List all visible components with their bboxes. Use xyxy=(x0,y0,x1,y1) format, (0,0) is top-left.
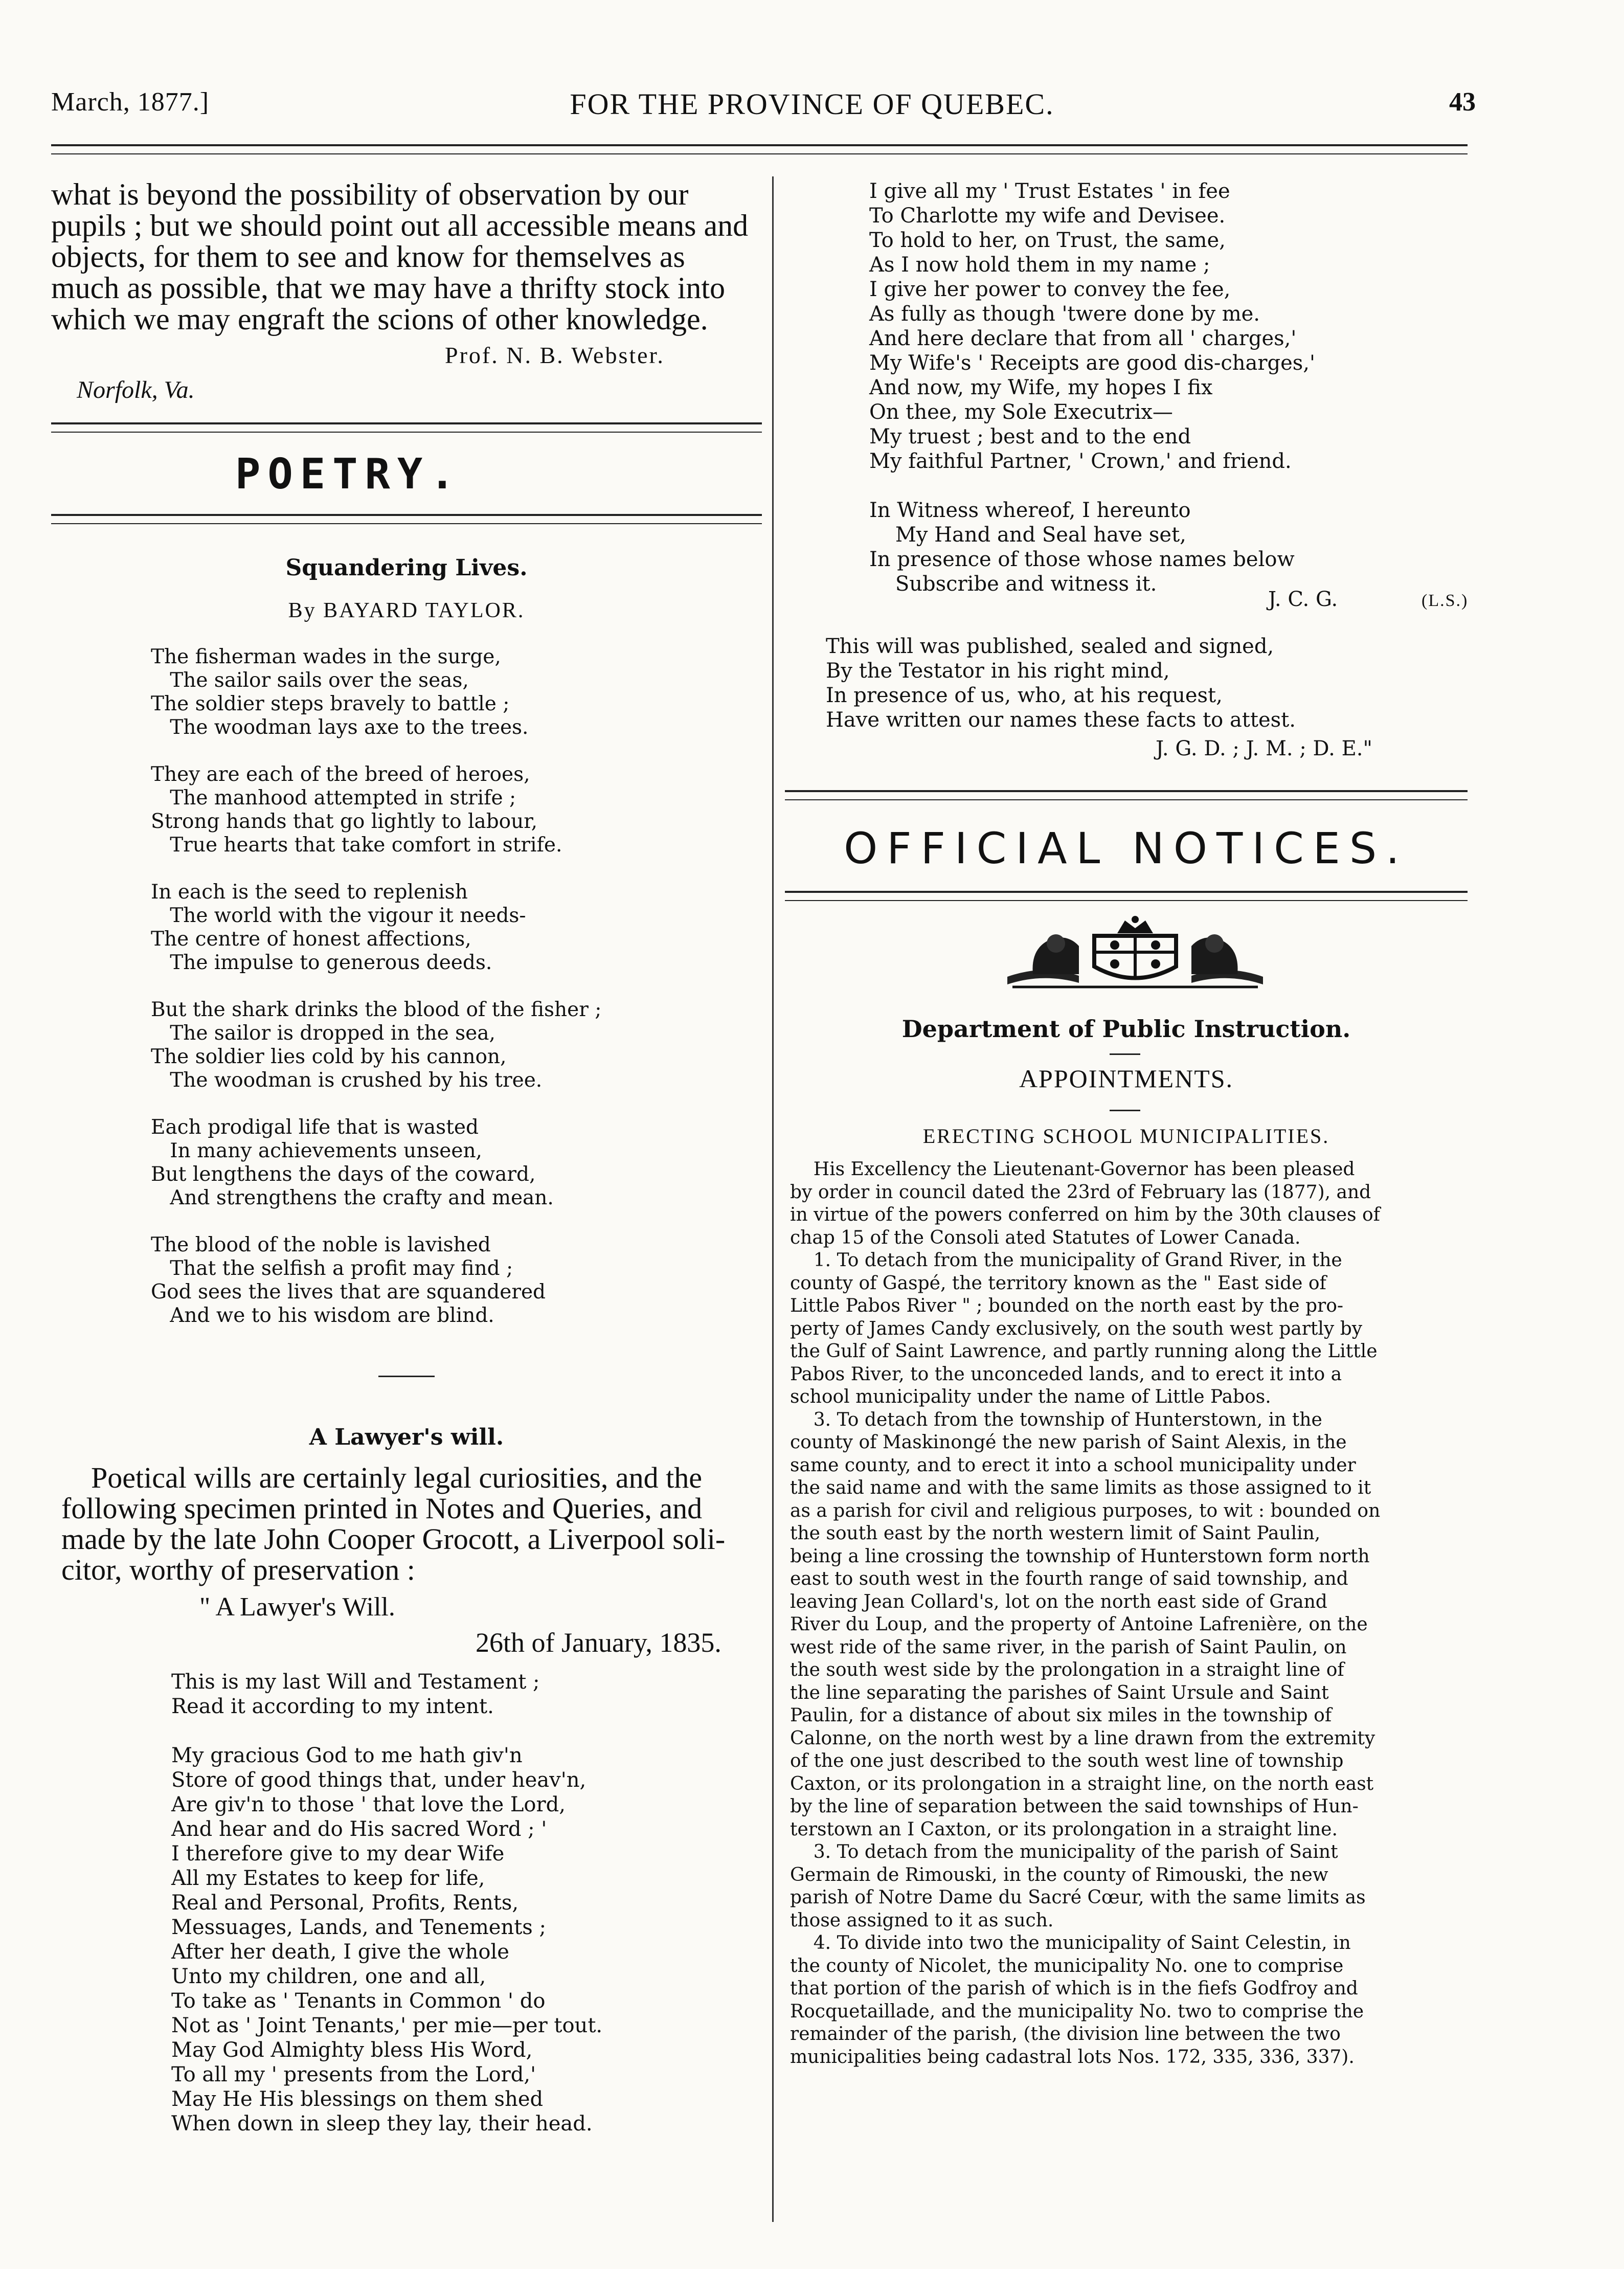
notice-body: His Excellency the Lieutenant-Governor has been pleased by order in council dated the 23rd of February las (1877), and in virtue of the powers conferred on him by the 30th clauses of chap 15 of the Consoli ated Statutes of Lower Canada. 1. To detach from the municipality of Grand River, in the county of Gaspé, the territory known as the " East side of Little Pabos River " ; bounded on the north east by the pro- perty of James Candy exclusively, on the south west partly by the Gulf of Saint Lawrence, and partly running along the Little Pabos River, to the unconceded lands, and to erect it into a school municipality under the name of Little Pabos. 3. To detach from the township of Hunterstown, in the county of Maskinongé the new parish of Saint Alexis, in the same county, and to erect it into a school municipality under the said name and with the same limits as those assigned to it as a parish for civil and religious purposes, to wit : bounded on the south east by the north western limit of Saint Paulin, being a line crossing the township of Hunterstown form north east to south west in the fourth range of said township, and leaving Jean Collard's, lot on the north east side of Grand River du Loup, and the property of Antoine Lafrenière, on the west ride of the same river, in the parish of Saint Paulin, on the south west side by the prolongation in a straight line of the line separating the parishes of Saint Ursule and Saint Paulin, for a distance of about six miles in the township of Calonne, on the north west by a line drawn from the extremity of the one just described to the south west line of township Caxton, or its prolongation in a straight line, on the north east by the line of separation between the said townships of Hun- terstown an I Caxton, or its prolongation in a straight line. 3. To detach from the municipality of the parish of Saint Germain de Rimouski, in the county of Rimouski, the new parish of Notre Dame du Sacré Cœur, with the same limits as those assigned to it as such. 4. To divide into two the municipality of Saint Celestin, in the county of Nicolet, the municipality No. one to comprise that portion of the parish of which is in the fiefs Godfroy and Rocquetaillade, and the municipality No. two to comprise the remainder of the parish, (the division line between the two municipalities being cadastral lots Nos. 172, 335, 336, 337). xyxy=(790,1159,1381,2068)
appointments-heading: APPOINTMENTS. xyxy=(1019,1064,1234,1093)
header-date: March, 1877.] xyxy=(51,87,210,117)
coat-of-arms-emblem xyxy=(1002,915,1268,992)
witness-initials: J. G. D. ; J. M. ; D. E." xyxy=(1156,737,1372,760)
attestation-clause: This will was published, sealed and signed, By the Testator in his right mind, In presence of us, who, at his request, Have written our names these facts to attest. xyxy=(826,635,1296,732)
lawyer-intro-paragraph: Poetical wills are certainly legal curiosities, and the following specimen printed in Notes and Queries, and made by the late John Cooper Grocott, a Liverpool soli- citor, worthy of preservation : xyxy=(61,1461,726,1586)
seal-initials: J. C. G. xyxy=(1268,588,1338,611)
will-heading: " A Lawyer's Will. xyxy=(199,1592,395,1622)
will-body: This is my last Will and Testament ; Read it according to my intent. My gracious God to me hath giv'n Store of good things that, under heav'n, Are giv'n to those ' that love the Lord, And hear and do His sacred Word ; ' I therefore give to my dear Wife All my Estates to keep for life, Real and Personal, Profits, Rents, Messuages, Lands, and Tenements ; After her death, I give the whole Unto my children, one and all, To take as ' Tenants in Common ' do Not as ' Joint Tenants,' per mie—per tout. May God Almighty bless His Word, To all my ' presents from the Lord,' May He His blessings on them shed When down in sleep they lay, their head. xyxy=(171,1670,603,2136)
will-continued: I give all my ' Trust Estates ' in fee To Charlotte my wife and Devisee. To hold to her, on Trust, the same, As I now hold them in my name ; I give her power to convey the fee, As fully as though 'twere done by me. And here declare that from all ' charges,' My Wife's ' Receipts are good dis-charges,' And now, my Wife, my hopes I fix On thee, my Sole Executrix— My truest ; best and to the end My faithful Partner, ' Crown,' and friend. In Witness whereof, I hereunto My Hand and Seal have set, In presence of those whose names below Subscribe and witness it. xyxy=(869,179,1316,596)
separator-dash xyxy=(1110,1053,1140,1055)
section-rule xyxy=(51,514,762,524)
header-title: FOR THE PROVINCE OF QUEBEC. xyxy=(570,87,1054,121)
poem-title: Squandering Lives. xyxy=(285,555,528,581)
will-date: 26th of January, 1835. xyxy=(476,1627,721,1658)
department-heading: Department of Public Instruction. xyxy=(901,1015,1351,1043)
page-number: 43 xyxy=(1449,87,1476,117)
official-notices-title: OFFICIAL NOTICES. xyxy=(844,823,1409,873)
coat-of-arms-icon xyxy=(1002,915,1268,992)
running-header xyxy=(0,87,1624,123)
author-place: Norfolk, Va. xyxy=(77,376,195,403)
article-title-lawyers-will: A Lawyer's will. xyxy=(309,1424,504,1450)
poem-body: The fisherman wades in the surge, The sailor sails over the seas, The soldier steps bravely to battle ; The woodman lays axe to the trees. They are each of the breed of heroes, The manhood attempted in strife ; Strong hands that go lightly to labour, True hearts that take comfort in strife. In each is the seed to replenish The world with the vigour it needs- The centre of honest affections, The impulse to generous deeds. But the shark drinks the blood of the fisher ; The sailor is dropped in the sea, The soldier lies cold by his cannon, The woodman is crushed by his tree. Each prodigal life that is wasted In many achievements unseen, But lengthens the days of the coward, And strengthens the crafty and mean. The blood of the noble is lavished That the selfish a profit may find ; God sees the lives that are squandered And we to his wisdom are blind. xyxy=(151,645,602,1327)
intro-paragraph: what is beyond the possibility of observation by our pupils ; but we should point out all accessible means and objects, for them to see and know for themselves as much as possible, that we may have a thrifty stock into which we may engraft the scions of other knowledge. xyxy=(51,177,749,336)
notice-subheading: ERECTING SCHOOL MUNICIPALITIES. xyxy=(922,1125,1330,1148)
separator-dash xyxy=(1110,1110,1140,1111)
section-title-poetry: POETRY. xyxy=(235,450,462,499)
separator-dash xyxy=(378,1376,435,1377)
poem-byline: By BAYARD TAYLOR. xyxy=(288,599,525,622)
section-rule xyxy=(785,891,1468,901)
column-divider xyxy=(772,176,774,2222)
section-rule xyxy=(785,790,1468,800)
header-rule xyxy=(51,144,1468,154)
seal-mark: (L.S.) xyxy=(1422,591,1469,610)
section-rule xyxy=(51,422,762,433)
author-signature: Prof. N. B. Webster. xyxy=(445,342,665,368)
